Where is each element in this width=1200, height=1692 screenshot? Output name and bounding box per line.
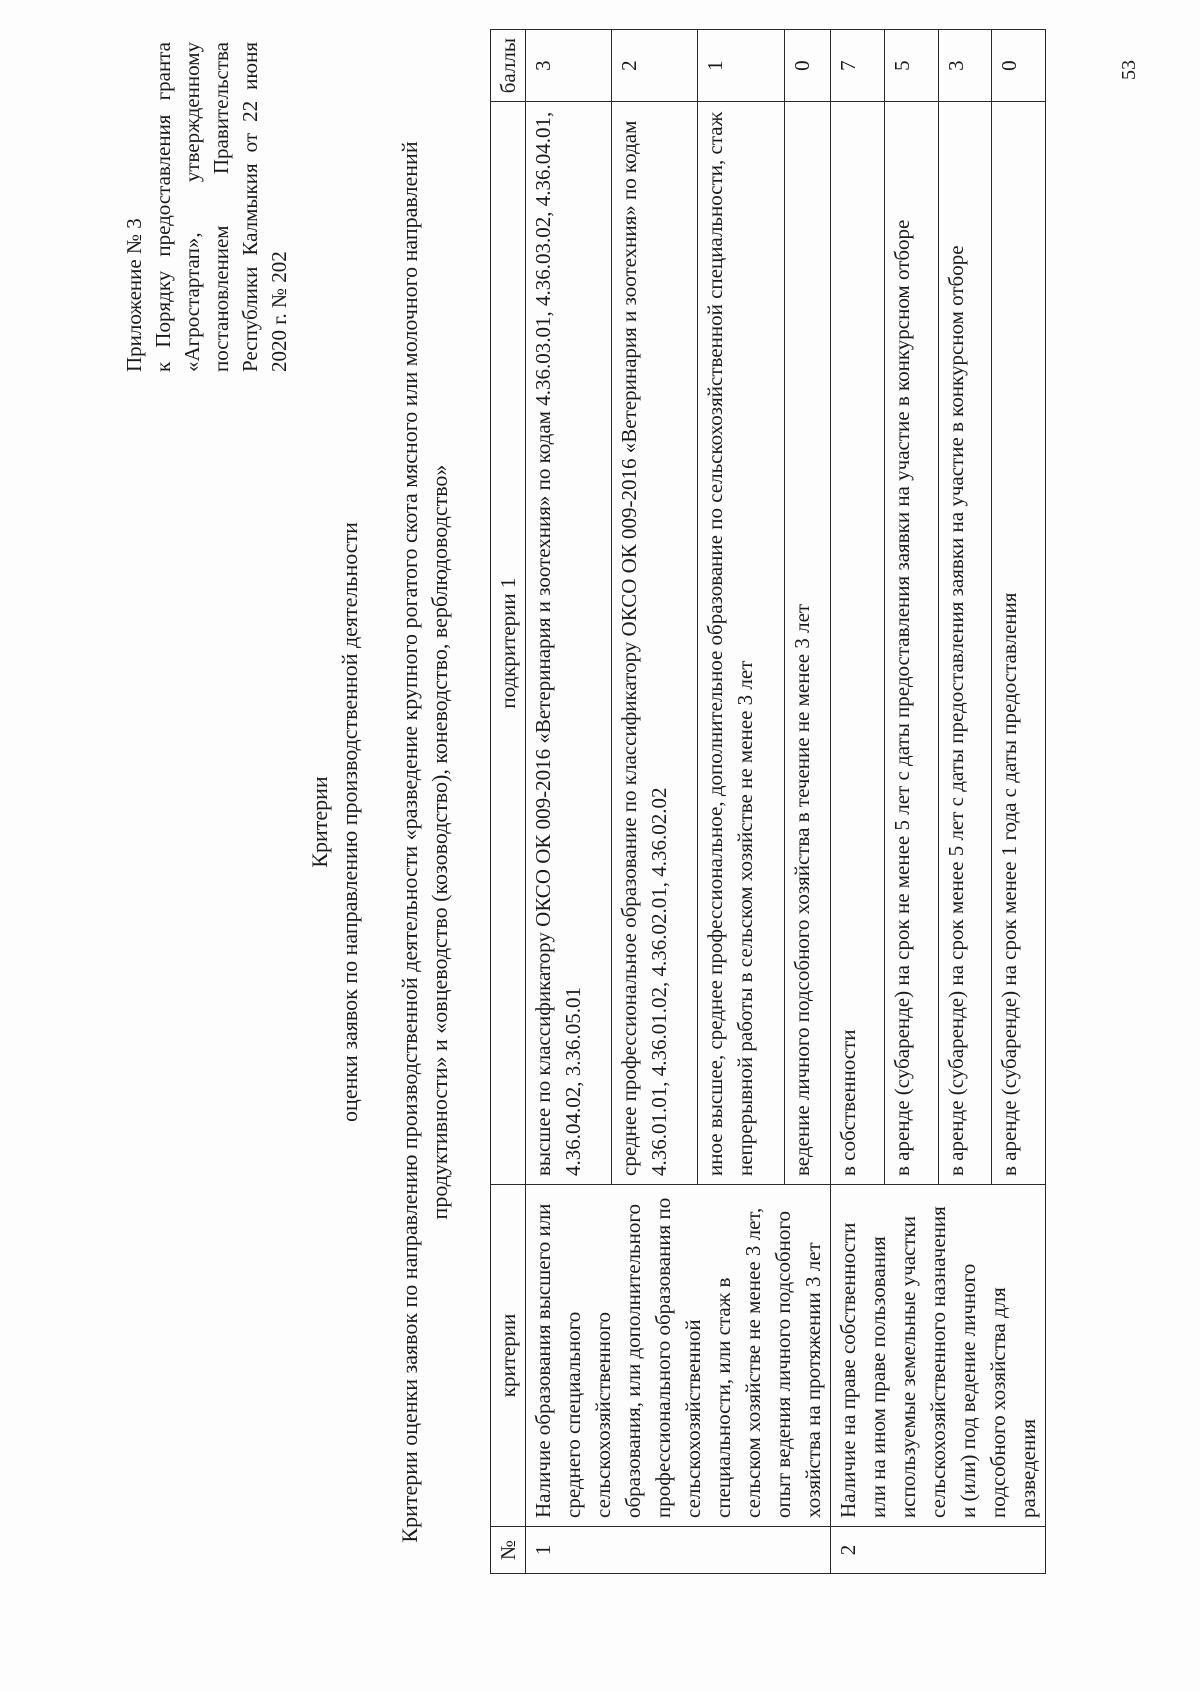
appendix-number: Приложение № 3 [122,218,146,372]
title-line-2: оценки заявок по направлению производственной деятельности [337,522,362,1122]
subcriterion-cell: в аренде (субаренде) на срок менее 5 лет с даты предоставления заявки на участие в конкурсном отборе [938,102,992,1185]
subcriterion-cell: ведение личного подсобного хозяйства в течение не менее 3 лет [784,102,830,1185]
header-criteria: критерии [491,1185,526,1527]
points-cell: 3 [526,30,612,102]
lead-paragraph: Критерии оценки заявок по направлению производственной деятельности «разведение крупного рогатого скота мясного или молочного направлений продуктивности» и «овцеводство (козоводство), коневодство, верблюдоводство» [397,141,452,1543]
title-line-1: Критерии [307,776,332,868]
subcriterion-cell: иное высшее, среднее профессиональное, дополнительное образование по сельскохозяйственной специальности, стаж непрерывной работы в сельском хозяйстве не менее 3 лет [698,102,784,1185]
points-cell: 0 [992,30,1046,102]
header-subcriteria [491,102,526,1185]
points-cell: 0 [784,30,830,102]
subcriterion-cell: в собственности [831,102,885,1185]
points-cell: 7 [831,30,885,102]
criterion-cell: Наличие на праве собственности или на ином праве пользования используемые земельные участки сельскохозяйственного назначения и (или) под ведение личного подсобного хозяйства для разведения [831,1185,1046,1527]
appendix-reference: к Порядку предоставления гранта «Агростартап», утвержденному постановлением Правительства Республики Калмыкия от 22 июня 2020 г. № 202 [151,42,291,372]
table-header-row [491,30,526,1574]
subcriterion-cell: высшее по классификатору ОКСО ОК 009-2016 «Ветеринария и зоотехния» по кодам 4.36.03.01, 4.36.03.02, 4.36.04.01, 4.36.04.02, 3.36.05.01 [526,102,612,1185]
page-number: 53 [1118,60,1140,80]
subcriterion-cell: в аренде (субаренде) на срок не менее 5 лет с даты предоставления заявки на участие в конкурсном отборе [884,102,938,1185]
subcriterion-cell: среднее профессиональное образование по классификатору ОКСО ОК 009-2016 «Ветеринария и зоотехния» по кодам 4.36.01.01, 4.36.01.02, 4.36.02.01, 4.36.02.02 [612,102,698,1185]
criteria-table [490,29,1046,1574]
points-cell: 5 [884,30,938,102]
table-row [831,30,885,1574]
document-title [305,472,365,1172]
row-number: 1 [526,1527,831,1574]
header-number: № [491,1527,526,1574]
appendix-note [120,42,294,372]
table-row [526,30,612,1574]
points-cell: 1 [698,30,784,102]
row-number: 2 [831,1527,1046,1574]
points-cell: 3 [938,30,992,102]
header-subcriteria-1: подкритерии 1 [496,577,520,709]
criterion-cell: Наличие образования высшего или среднего специального сельскохозяйственного образования, или дополнительного профессионального образования по сельскохозяйственной специальности, или стаж в сельском хозяйстве не менее 3 лет, опыт ведения личного подсобного хозяйства на протяжении 3 лет [526,1185,831,1527]
points-cell: 2 [612,30,698,102]
header-points: баллы [491,30,526,102]
subcriterion-cell: в аренде (субаренде) на срок менее 1 года с даты предоставления [992,102,1046,1185]
